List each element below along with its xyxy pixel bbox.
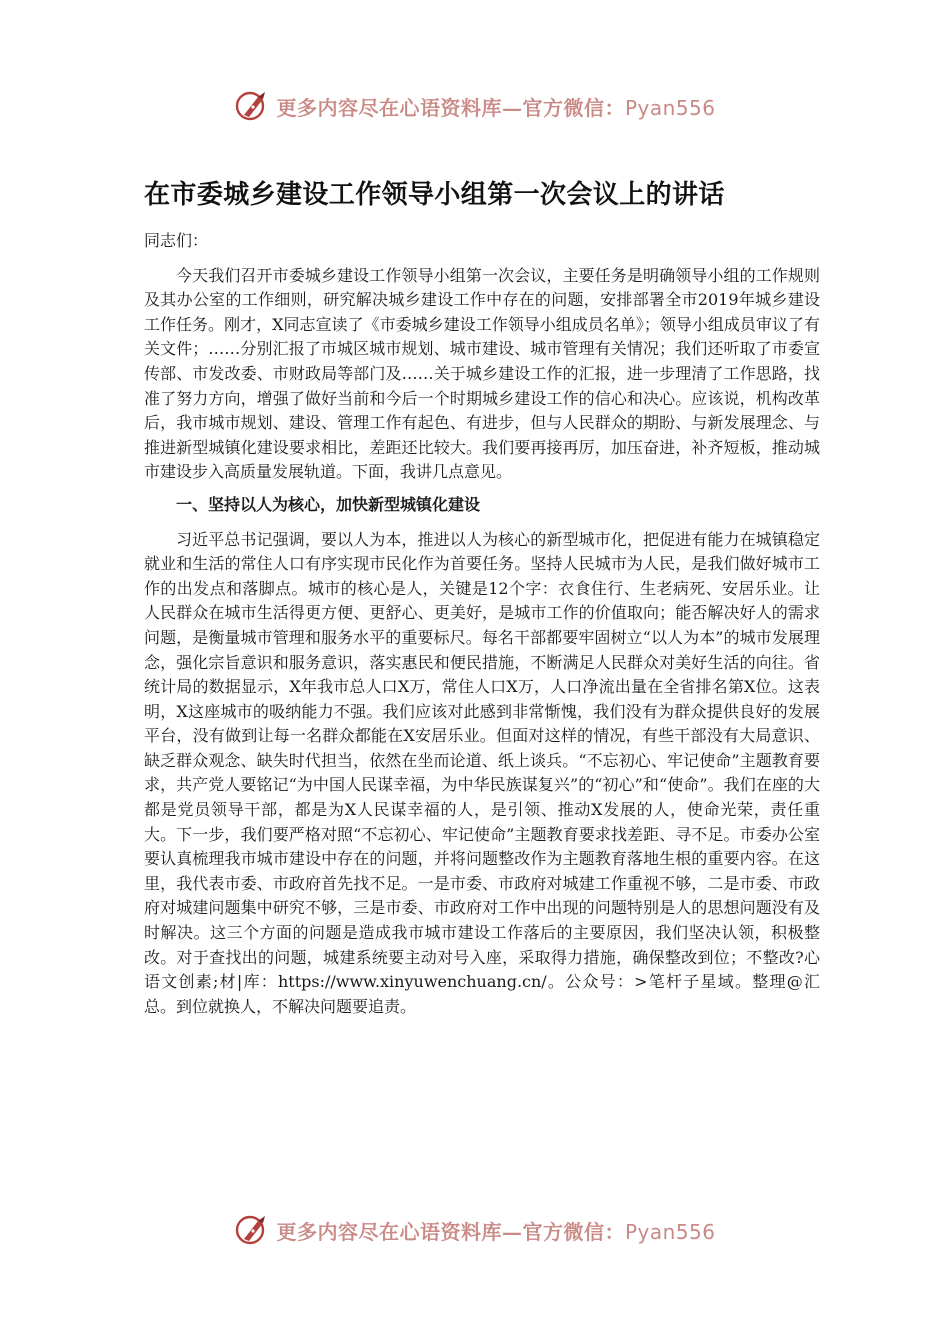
footer-banner-wechat: Pyan556 (624, 1219, 716, 1244)
header-banner-main: 更多内容尽在心语资料库—官方微信： (276, 95, 625, 120)
header-banner (0, 84, 950, 128)
section-1-heading: 一、坚持以人为核心，加快新型城镇化建设 (176, 494, 481, 514)
pen-nib-logo-icon (234, 88, 270, 124)
header-banner-text (276, 92, 715, 121)
pen-nib-logo-icon (234, 1212, 270, 1248)
header-banner-wechat: Pyan556 (624, 95, 716, 120)
section-1-paragraph: 习近平总书记强调，要以人为本，推进以人为核心的新型城市化，把促进有能力在城镇稳定就业和生活的常住人口有序实现市民化作为首要任务。坚持人民城市为人民，是我们做好城市工作的出发点和落脚点。城市的核心是人，关键是12个字：衣食住行、生老病死、安居乐业。让人民群众在城市生活得更方便、更舒心、更美好，是城市工作的价值取向；能否解决好人的需求问题，是衡量城市管理和服务水平的重要标尺。每名干部都要牢固树立“以人为本”的城市发展理念，强化宗旨意识和服务意识，落实惠民和便民措施，不断满足人民群众对美好生活的向往。省统计局的数据显示，X年我市总人口X万，常住人口X万，人口净流出量在全省排名第X位。这表明，X这座城市的吸纳能力不强。我们应该对此感到非常惭愧，我们没有为群众提供良好的发展平台，没有做到让每一名群众都能在X安居乐业。但面对这样的情况，有些干部没有大局意识、缺乏群众观念、缺失时代担当，依然在坐而论道、纸上谈兵。“不忘初心、牢记使命”主题教育要求，共产党人要铭记“为中国人民谋幸福，为中华民族谋复兴”的“初心”和“使命”。我们在座的大都是党员领导干部，都是为X人民谋幸福的人，是引领、推动X发展的人，使命光荣，责任重大。下一步，我们要严格对照“不忘初心、牢记使命”主题教育要求找差距、寻不足。市委办公室要认真梳理我市城市建设中存在的问题，并将问题整改作为主题教育落地生根的重要内容。在这里，我代表市委、市政府首先找不足。一是市委、市政府对城建工作重视不够，二是市委、市政府对城建问题集中研究不够，三是市委、市政府对工作中出现的问题特别是人的思想问题没有及时解决。这三个方面的问题是造成我市城市建设工作落后的主要原因，我们坚决认领，积极整改。对于查找出的问题，城建系统要主动对号入座，采取得力措施，确保整改到位；不整改?心语文创素;材|库：https://www.xinyuwenchuang.cn/。公众号：>笔杆子星域。整理@汇总。到位就换人，不解决问题要追责。 (144, 529, 820, 1016)
footer-banner (0, 1208, 950, 1252)
intro-paragraph: 今天我们召开市委城乡建设工作领导小组第一次会议，主要任务是明确领导小组的工作规则及其办公室的工作细则，研究解决城乡建设工作中存在的问题，安排部署全市2019年城乡建设工作任务。刚才，X同志宣读了《市委城乡建设工作领导小组成员名单》；领导小组成员审议了有关文件；……分别汇报了市城区城市规划、城市建设、城市管理有关情况；我们还听取了市委宣传部、市发改委、市财政局等部门及……关于城乡建设工作的汇报，进一步理清了工作思路，找准了努力方向，增强了做好当前和今后一个时期城乡建设工作的信心和决心。应该说，机构改革后，我市城市规划、建设、管理工作有起色、有进步，但与人民群众的期盼、与新发展理念、与推进新型城镇化建设要求相比，差距还比较大。我们要再接再厉，加压奋进，补齐短板，推动城市建设步入高质量发展轨道。下面，我讲几点意见。 (144, 265, 820, 482)
document-title: 在市委城乡建设工作领导小组第一次会议上的讲话 (144, 180, 725, 210)
document-body (144, 175, 820, 1025)
footer-banner-text (276, 1216, 715, 1245)
footer-banner-main: 更多内容尽在心语资料库—官方微信： (276, 1219, 625, 1244)
salutation: 同志们： (144, 231, 209, 250)
